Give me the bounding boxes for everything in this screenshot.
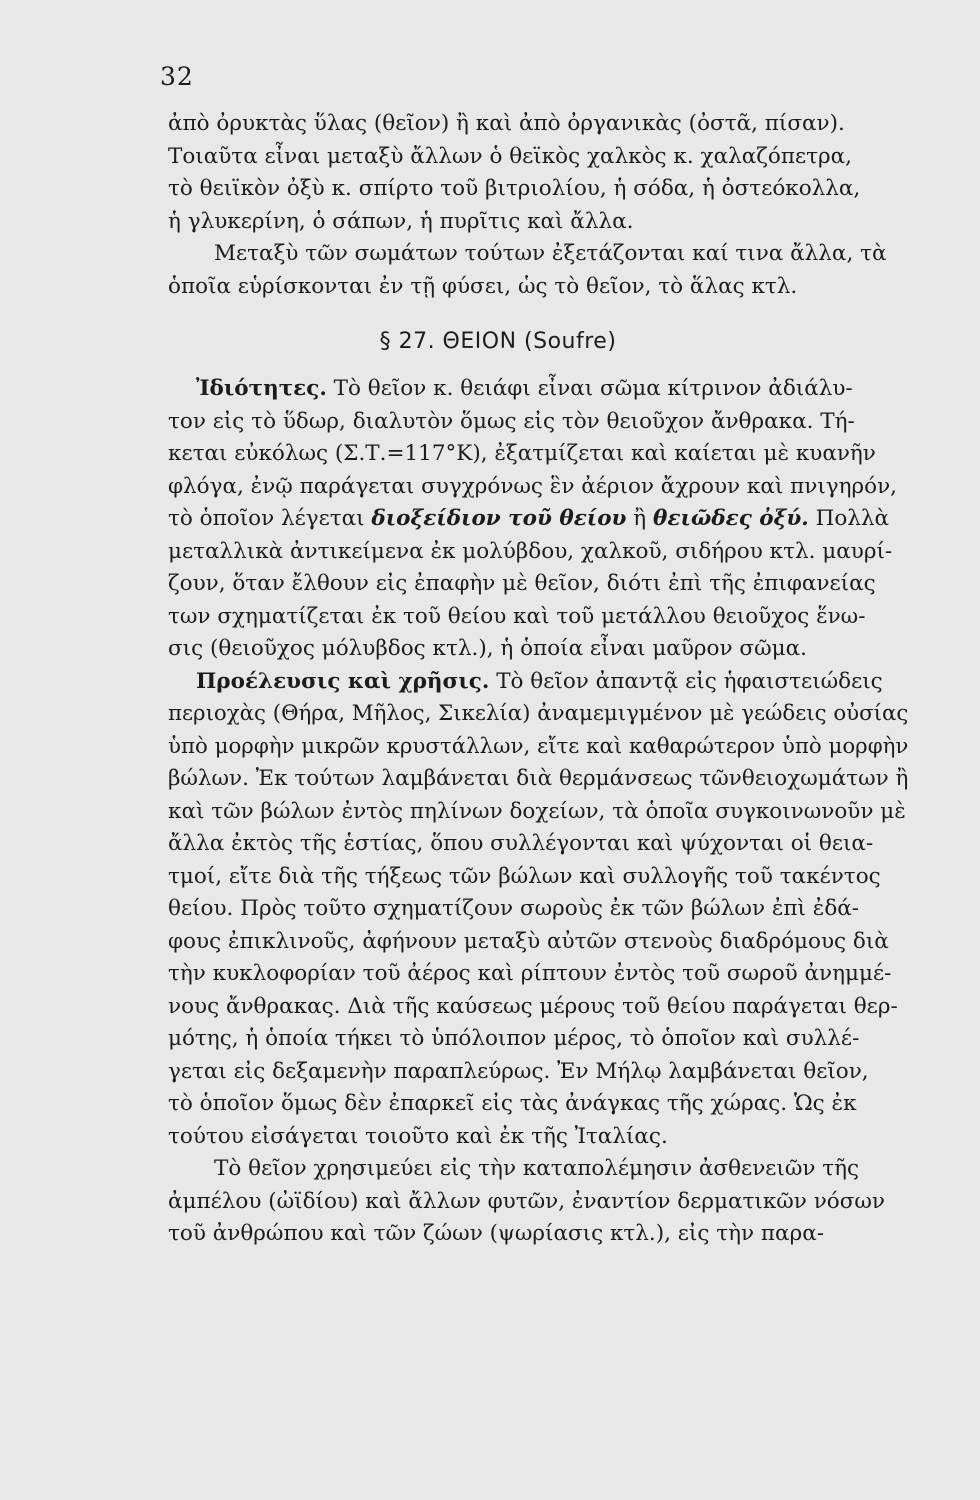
origin-line: θείου. Πρὸς τοῦτο σχηματίζουν σωροὺς ἐκ τῶν βώλων ἐπὶ ἐδά-: [168, 896, 860, 921]
origin-first-line: [168, 666, 908, 699]
page-text: [168, 108, 908, 1251]
origin-label: Προέλευσις καὶ χρῆσις.: [196, 668, 490, 694]
origin-line: τὴν κυκλοφορίαν τοῦ ἀέρος καὶ ρίπτουν ἐντὸς τοῦ σωροῦ ἀνημμέ-: [168, 961, 892, 986]
intro-line: ἀπὸ ὀρυκτὰς ὕλας (θεῖον) ἢ καὶ ἀπὸ ὀργανικὰς (ὀστᾶ, πίσαν).: [168, 111, 845, 136]
origin-line: τὸ ὁποῖον ὅμως δὲν ἐπαρκεῖ εἰς τὰς ἀνάγκας τῆς χώρας. Ὡς ἐκ: [168, 1091, 857, 1116]
origin-line: φους ἐπικλινοῦς, ἀφήνουν μεταξὺ αὐτῶν στενοὺς διαδρόμους διὰ: [168, 928, 889, 954]
page-number: 32: [160, 62, 194, 91]
origin-paragraph: [168, 666, 908, 1154]
properties-line: ζουν, ὅταν ἔλθουν εἰς ἐπαφὴν μὲ θεῖον, διότι ἐπὶ τῆς ἐπιφανείας: [168, 571, 876, 596]
origin-line: περιοχὰς (Θήρα, Μῆλος, Σικελία) ἀναμεμιγμένον μὲ γεώδεις οὐσίας: [168, 701, 909, 726]
intro-line: Τοιαῦτα εἶναι μεταξὺ ἄλλων ὁ θεϊκὸς χαλκὸς κ. χαλαζόπετρα,: [168, 143, 852, 169]
origin-first-line-text: Τὸ θεῖον ἀπαντᾷ εἰς ἡφαιστειώδεις: [489, 668, 883, 694]
intro-line: τὸ θειϊκὸν ὀξὺ κ. σπίρτο τοῦ βιτριολίου, ἡ σόδα, ἡ ὀστεόκολλα,: [168, 176, 861, 201]
term-line-after: Πολλὰ: [808, 506, 890, 531]
properties-line: φλόγα, ἐνῷ παράγεται συγχρόνως ἓν ἀέριον ἄχρουν καὶ πνιγηρόν,: [168, 473, 897, 499]
properties-first-line-text: Τὸ θεῖον κ. θειάφι εἶναι σῶμα κίτρινον ἀδιάλυ-: [326, 376, 853, 401]
term-sulfurous-acid: θειῶδες ὀξύ.: [653, 506, 809, 531]
properties-first-line: [168, 373, 908, 406]
section-heading: § 27. ΘΕΙΟΝ (Soufre): [379, 329, 617, 354]
origin-line: μότης, ἡ ὁποία τήκει τὸ ὑπόλοιπον μέρος, τὸ ὁποῖον καὶ συλλέ-: [168, 1026, 860, 1051]
properties-line: τον εἰς τὸ ὕδωρ, διαλυτὸν ὅμως εἰς τὸν θειοῦχον ἄνθρακα. Τή-: [168, 408, 855, 434]
origin-line: ὑπὸ μορφὴν μικρῶν κρυστάλλων, εἴτε καὶ καθαρώτερον ὑπὸ μορφὴν: [168, 733, 909, 759]
properties-line: κεται εὐκόλως (Σ.Τ.=117°Κ), ἐξατμίζεται καὶ καίεται μὲ κυανῆν: [168, 441, 876, 466]
usage-line: τοῦ ἀνθρώπου καὶ τῶν ζώων (ψωρίασις κτλ.), εἰς τὴν παρα-: [168, 1221, 824, 1246]
origin-line: βώλων. Ἐκ τούτων λαμβάνεται διὰ θερμάνσεως τῶνθειοχωμάτων ἢ: [168, 766, 909, 791]
intro-line: ὁποῖα εὑρίσκονται ἐν τῇ φύσει, ὡς τὸ θεῖον, τὸ ἅλας κτλ.: [168, 273, 798, 299]
usage-line: ἀμπέλου (ὠϊδίου) καὶ ἄλλων φυτῶν, ἐναντίον δερματικῶν νόσων: [168, 1188, 885, 1214]
properties-label: Ἰδιότητες.: [196, 376, 327, 401]
origin-line: γεται εἰς δεξαμενὴν παραπλεύρως. Ἐν Μήλῳ λαμβάνεται θεῖον,: [168, 1058, 869, 1084]
properties-line: σις (θειοῦχος μόλυβδος κτλ.), ἡ ὁποία εἶναι μαῦρον σῶμα.: [168, 636, 807, 661]
origin-line: νους ἄνθρακας. Διὰ τῆς καύσεως μέρους τοῦ θείου παράγεται θερ-: [168, 993, 898, 1019]
properties-line: των σχηματίζεται ἐκ τοῦ θείου καὶ τοῦ μετάλλου θειοῦχος ἕνω-: [168, 603, 866, 629]
usage-paragraph: [168, 1153, 908, 1251]
usage-line: Τὸ θεῖον χρησιμεύει εἰς τὴν καταπολέμησιν ἀσθενειῶν τῆς: [214, 1156, 860, 1181]
origin-line: ἄλλα ἐκτὸς τῆς ἑστίας, ὅπου συλλέγονται καὶ ψύχονται οἱ θεια-: [168, 831, 874, 856]
origin-line: τμοί, εἴτε διὰ τῆς τήξεως τῶν βώλων καὶ συλλογῆς τοῦ τακέντος: [168, 863, 881, 889]
properties-paragraph: [168, 373, 908, 666]
intro-paragraph: [168, 108, 908, 303]
intro-line: Μεταξὺ τῶν σωμάτων τούτων ἐξετάζονται καί τινα ἄλλα, τὰ: [214, 241, 887, 266]
term-line-before: τὸ ὁποῖον λέγεται: [168, 506, 372, 531]
term-line-mid: ἢ: [626, 506, 654, 531]
properties-line: μεταλλικὰ ἀντικείμενα ἐκ μολύβδου, χαλκοῦ, σιδήρου κτλ. μαυρί-: [168, 538, 893, 564]
intro-line: ἡ γλυκερίνη, ὁ σάπων, ἡ πυρῖτις καὶ ἄλλα.: [168, 208, 634, 234]
term-sulfur-dioxide: διοξείδιον τοῦ θείου: [371, 506, 627, 531]
properties-term-line: [168, 503, 908, 536]
origin-line: τούτου εἰσάγεται τοιοῦτο καὶ ἐκ τῆς Ἰταλίας.: [168, 1123, 668, 1149]
origin-line: καὶ τῶν βώλων ἐντὸς πηλίνων δοχείων, τὰ ὁποῖα συγκοινωνοῦν μὲ: [168, 798, 906, 824]
